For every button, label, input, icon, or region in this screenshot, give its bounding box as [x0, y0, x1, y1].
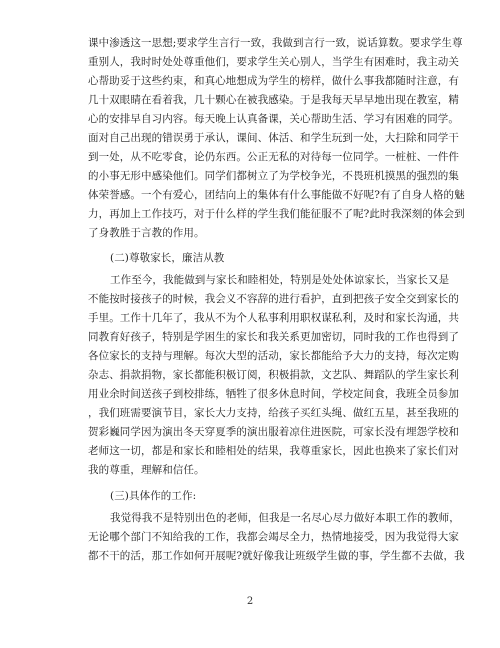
heading-text: (二)尊敬家长，廉洁从教 [110, 252, 225, 264]
page-number: 2 [246, 596, 254, 607]
text-line: 各位家长的支持与理解。每次大型的活动，家长都能给予大力的支持，每次定购 [88, 350, 459, 362]
text-line: 体荣誉感。一个有爱心，团结向上的集体有什么事能做不好呢?有了自身人格的魅 [88, 189, 465, 201]
text-line: 老师这一切，都是和家长和睦相处的结果，我尊重家长，因此也换来了家长们对 [88, 445, 459, 457]
heading-text: (三)具体作的工作: [110, 490, 197, 502]
text-line: 到一处，从不吃零食，论仍东西。公正无私的对待每一位同学。一桩桩、一件件 [88, 151, 459, 163]
text-line: 的小事无形中感染他们。同学们都树立了为学校争光，不畏班机摸黑的强烈的集 [88, 170, 459, 182]
text-line: 杂志、捐款捐物，家长都能积极订阅，积极捐款，文艺队、舞蹈队的学生家长利 [88, 369, 459, 381]
text-line: 心的安排早自习内容。每天晚上认真备课，关心帮助生活、学习有困难的同学。 [88, 113, 459, 125]
text-line: 我觉得我不是特别出色的老师，但我是一名尽心尽力做好本职工作的教师， [110, 512, 460, 524]
section-heading-3 [88, 487, 424, 506]
text-line: 我的尊重，理解和信任。 [88, 464, 205, 476]
text-line: 都不干的活，那工作如何开展呢?就好像我让班级学生做的事，学生都不去做，我 [88, 550, 465, 562]
paragraph-p1 [88, 34, 465, 243]
text-line: 手里。工作十几年了，我从不为个人私事利用职权谋私利，及时和家长沟通，共 [88, 312, 459, 324]
text-line: 力，再加上工作技巧，对于什么样的学生我们能征服不了呢?此时我深刻的体会到 [88, 208, 465, 220]
paragraph-p3 [88, 509, 465, 566]
text-line: 心帮助妥于这些约束，和真心地想成为学生的榜样，做什么事我都随时注意，有 [88, 75, 459, 87]
text-line: 面对自己出现的错误勇于承认，课间、体活、和学生玩到一处，大扫除和同学干 [88, 132, 459, 144]
text-line: 课中渗透这一思想;要求学生言行一致，我做到言行一致，说话算数。要求学生尊 [88, 37, 463, 49]
text-line: 工作至今，我能做到与家长和睦相处，特别是处处体谅家长，当家长又是 [110, 274, 450, 286]
text-line: 了身教胜于言教的作用。 [88, 227, 205, 239]
text-line: 不能按时接孩子的时候，我会义不容辞的进行看护，直到把孩子安全交到家长的 [88, 293, 459, 305]
text-line: 几十双眼睛在看着我，几十颗心在被我感染。于是我每天早早地出现在教室，精 [88, 94, 459, 106]
text-line: 贺彩巍同学因为演出冬天穿夏季的演出服着凉住进医院，可家长没有埋怨学校和 [88, 426, 459, 438]
text-line: 无论哪个部门不知给我的工作，我都会竭尽全力，热情地接受，因为我觉得大家 [88, 531, 459, 543]
text-line: 同教育好孩子，特别是学困生的家长和我关系更加密切，同时我的工作也得到了 [88, 331, 459, 343]
paragraph-p2 [88, 271, 459, 480]
text-line: 重别人，我时时处处尊重他们，要求学生关心别人，当学生有困难时，我主动关 [88, 56, 459, 68]
section-heading-2 [88, 249, 424, 268]
text-line: 用业余时间送孩子到校排练，牺牲了很多休息时间，学校定间食，我班全员参加 [88, 388, 459, 400]
text-line: ，我们班需要演节目，家长大力支持，给孩子买红头绳、做红五星，甚至我班的 [88, 407, 459, 419]
